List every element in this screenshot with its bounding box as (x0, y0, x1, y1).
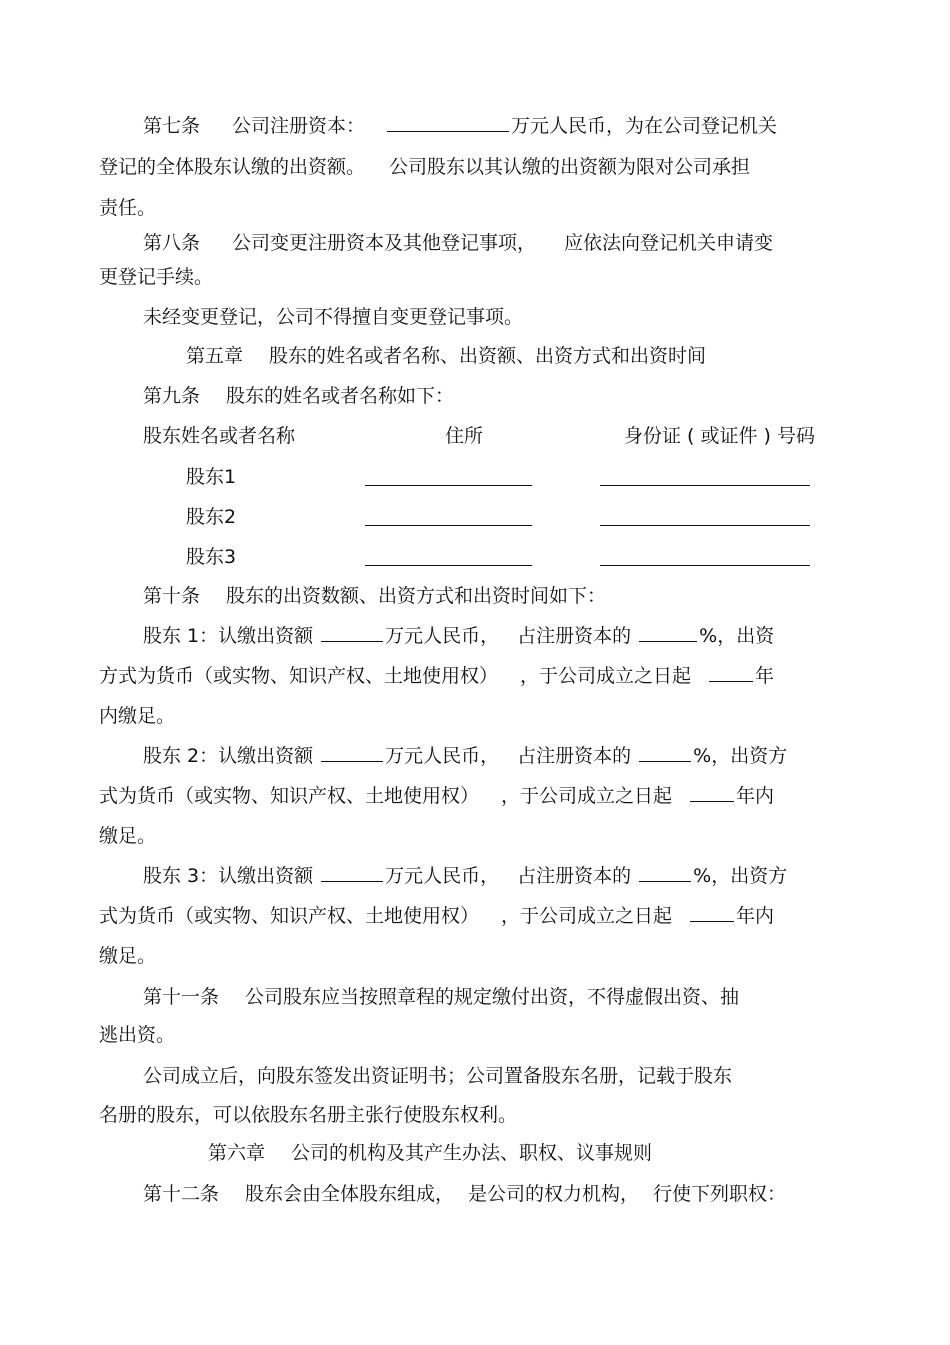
article-7-line-1: 第七条 公司注册资本： 万元人民币，为在公司登记机关 (143, 115, 778, 137)
article-10-number: 第十条 (143, 585, 201, 607)
shareholder-1-contribution-line-1: 股东 1：认缴出资额 万元人民币， 占注册资本的 %，出资 (143, 625, 775, 647)
shareholder-1-id-blank (600, 485, 810, 486)
article-11-number: 第十一条 (143, 986, 220, 1008)
article-11-line-2: 逃出资。 (99, 1024, 176, 1046)
shareholder-row-3-label: 股东3 (186, 546, 237, 568)
article-8-line-2: 更登记手续。 (99, 266, 214, 288)
article-8-line-3: 未经变更登记，公司不得擅自变更登记事项。 (143, 306, 524, 328)
shareholder-1-contribution-line-3: 内缴足。 (99, 705, 176, 727)
s1-amount-blank (321, 623, 383, 642)
shareholder-2-id-blank (600, 525, 810, 526)
chapter-5-heading: 第五章 股东的姓名或者名称、出资额、出资方式和出资时间 (186, 345, 707, 367)
shareholder-3-address-blank (365, 565, 532, 566)
s2-years-blank (690, 783, 734, 802)
shareholder-2-contribution-line-2: 式为货币（或实物、知识产权、土地使用权） ，于公司成立之日起 年内 (99, 785, 775, 807)
header-address: 住所 (445, 425, 484, 447)
chapter-6-heading: 第六章 公司的机构及其产生办法、职权、议事规则 (208, 1142, 653, 1164)
s3-amount-blank (321, 863, 383, 882)
article-12-number: 第十二条 (143, 1183, 220, 1205)
shareholder-3-contribution-line-3: 缴足。 (99, 945, 157, 967)
shareholder-3-contribution-line-1: 股东 3：认缴出资额 万元人民币， 占注册资本的 %，出资方 (143, 865, 788, 887)
article-12-line: 第十二条 股东会由全体股东组成， 是公司的权力机构， 行使下列职权： (143, 1183, 787, 1205)
s2-amount-blank (321, 743, 383, 762)
article-7-line-2: 登记的全体股东认缴的出资额。 公司股东以其认缴的出资额为限对公司承担 (99, 156, 751, 178)
article-11-line-3: 公司成立后，向股东签发出资证明书；公司置备股东名册，记载于股东 (143, 1065, 733, 1087)
article-9-number: 第九条 (143, 385, 201, 407)
shareholder-2-address-blank (365, 525, 532, 526)
article-7-number: 第七条 (143, 115, 201, 137)
shareholder-3-id-blank (600, 565, 810, 566)
article-10-line: 第十条 股东的出资数额、出资方式和出资时间如下： (143, 585, 607, 607)
shareholder-3-contribution-line-2: 式为货币（或实物、知识产权、土地使用权） ，于公司成立之日起 年内 (99, 905, 775, 927)
article-9-line: 第九条 股东的姓名或者名称如下： (143, 385, 455, 407)
article-7-line-3: 责任。 (99, 197, 157, 219)
registered-capital-blank (387, 113, 509, 132)
shareholder-2-contribution-line-3: 缴足。 (99, 825, 157, 847)
header-name: 股东姓名或者名称 (143, 425, 296, 447)
shareholder-row-2-label: 股东2 (186, 506, 237, 528)
shareholder-2-contribution-line-1: 股东 2：认缴出资额 万元人民币， 占注册资本的 %，出资方 (143, 745, 788, 767)
shareholder-1-contribution-line-2: 方式为货币（或实物、知识产权、土地使用权） ，于公司成立之日起 年 (99, 665, 775, 687)
s3-years-blank (690, 903, 734, 922)
s3-percent-blank (639, 863, 691, 882)
shareholder-1-address-blank (365, 485, 532, 486)
article-8-line-1: 第八条 公司变更注册资本及其他登记事项， 应依法向登记机关申请变 (143, 232, 774, 254)
article-8-number: 第八条 (143, 232, 201, 254)
header-id-number: 身份证 ( 或证件 ) 号码 (624, 425, 815, 447)
s1-years-blank (709, 663, 753, 682)
s1-percent-blank (639, 623, 697, 642)
article-11-line-4: 名册的股东，可以依股东名册主张行使股东权利。 (99, 1104, 518, 1126)
article-11-line-1: 第十一条 公司股东应当按照章程的规定缴付出资，不得虚假出资、抽 (143, 986, 740, 1008)
shareholder-row-1-label: 股东1 (186, 466, 237, 488)
s2-percent-blank (639, 743, 691, 762)
